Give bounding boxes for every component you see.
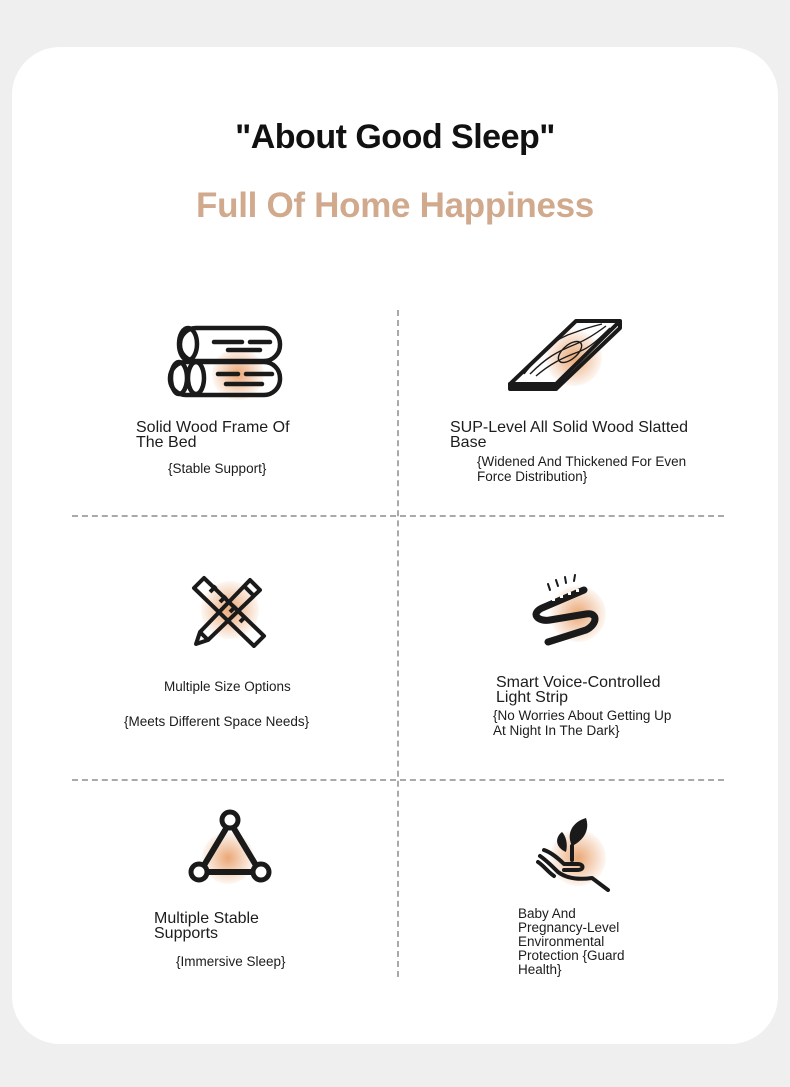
page-title: "About Good Sleep" <box>235 118 555 156</box>
ruler-pencil-icon <box>190 574 268 648</box>
feature-title: Smart Voice-Controlled Light Strip <box>496 674 661 706</box>
wood-plank-icon <box>506 318 624 392</box>
leaf-hand-icon <box>536 816 612 892</box>
feature-subtitle: {Meets Different Space Needs} <box>124 714 310 729</box>
wood-logs-icon <box>166 322 286 400</box>
feature-title: SUP-Level All Solid Wood Slatted Base <box>450 419 689 451</box>
feature-title: Multiple Stable Supports <box>154 910 259 942</box>
horizontal-divider-2 <box>72 779 724 781</box>
feature-subtitle: {Widened And Thickened For Even Force Distribution} <box>477 454 687 484</box>
page-subtitle: Full Of Home Happiness <box>196 186 594 225</box>
feature-title: Baby And Pregnancy-Level Environmental Protection {Guard Health} <box>518 906 625 977</box>
vertical-divider <box>397 310 399 977</box>
feature-subtitle: {Stable Support} <box>168 461 267 476</box>
feature-subtitle: {Immersive Sleep} <box>176 954 286 969</box>
light-strip-icon <box>528 574 608 648</box>
feature-subtitle: {No Worries About Getting Up At Night In The Dark} <box>493 708 672 738</box>
feature-title: Multiple Size Options <box>164 679 291 694</box>
horizontal-divider-1 <box>72 515 724 517</box>
triangle-support-icon <box>186 808 276 888</box>
feature-title: Solid Wood Frame Of The Bed <box>136 419 290 451</box>
